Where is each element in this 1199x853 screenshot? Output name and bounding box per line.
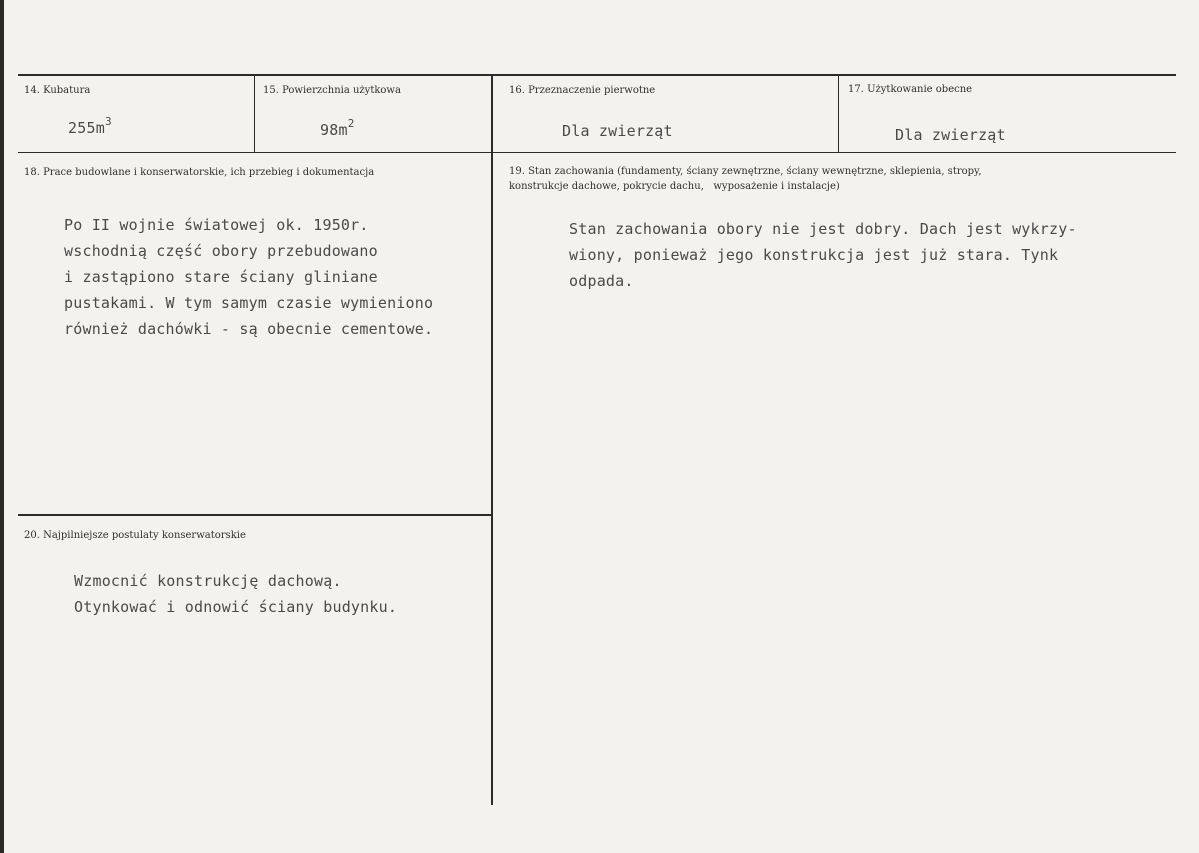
card-edge: [0, 0, 4, 853]
col-divider-3: [838, 75, 839, 153]
field-19-label-line1: 19. Stan zachowania (fundamenty, ściany zewnętrzne, ściany wewnętrzne, sklepienia, stropy,: [509, 166, 982, 177]
field-18-label: 18. Prace budowlane i konserwatorskie, ich przebieg i dokumentacja: [24, 167, 375, 178]
field-14-value: [68, 117, 112, 137]
field-20-label: 20. Najpilniejsze postulaty konserwatorskie: [24, 530, 246, 541]
field-18-text: [64, 212, 433, 342]
field-20-line: Wzmocnić konstrukcję dachową.: [74, 572, 342, 590]
field-17-value: Dla zwierząt: [895, 126, 1006, 144]
section18-rule: [18, 514, 491, 516]
field-19-line: wiony, ponieważ jego konstrukcja jest już stara. Tynk: [569, 246, 1059, 264]
field-14-number: 255m: [68, 119, 105, 137]
field-20-text: [74, 568, 397, 620]
field-15-label: 15. Powierzchnia użytkowa: [263, 85, 401, 96]
field-18-line: Po II wojnie światowej ok. 1950r.: [64, 216, 369, 234]
field-18-line: pustakami. W tym samym czasie wymieniono: [64, 294, 434, 312]
field-16-label: 16. Przeznaczenie pierwotne: [509, 85, 656, 96]
field-18-line: wschodnią część obory przebudowano: [64, 242, 378, 260]
field-18-line: i zastąpiono stare ściany gliniane: [64, 268, 378, 286]
field-16-value: Dla zwierząt: [562, 122, 673, 140]
field-19-label-line2: konstrukcje dachowe, pokrycie dachu, wyposażenie i instalacje): [509, 181, 840, 192]
field-20-line: Otynkować i odnowić ściany budynku.: [74, 598, 398, 616]
field-14-exponent: 3: [104, 115, 112, 128]
field-15-value: [320, 119, 355, 139]
col-divider-2: [491, 75, 493, 805]
field-19-text: [569, 216, 1077, 294]
row1-rule: [18, 152, 1176, 153]
field-15-exponent: 2: [347, 117, 355, 130]
top-rule: [18, 74, 1176, 76]
field-18-line: również dachówki - są obecnie cementowe.: [64, 320, 434, 338]
field-17-label: 17. Użytkowanie obecne: [848, 84, 973, 95]
field-19-line: Stan zachowania obory nie jest dobry. Dach jest wykrzy-: [569, 220, 1077, 238]
field-19-line: odpada.: [569, 272, 634, 290]
field-14-label: 14. Kubatura: [24, 85, 91, 96]
field-15-number: 98m: [320, 121, 348, 139]
col-divider-1: [254, 75, 255, 153]
